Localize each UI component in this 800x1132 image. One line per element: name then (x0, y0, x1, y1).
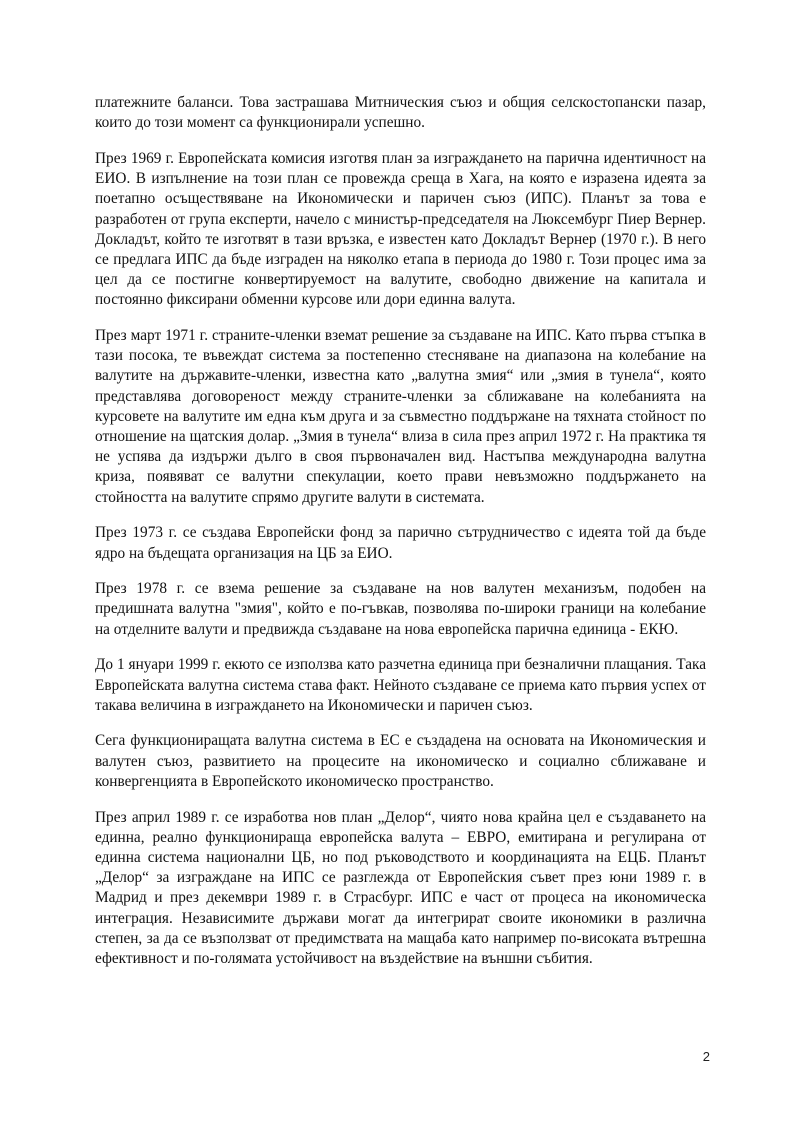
page-number: 2 (702, 1049, 710, 1064)
document-body (95, 93, 706, 985)
paragraph-4: През 1973 г. се създава Европейски фонд за парично сътрудничество с идеята той да бъде ядро на бъдещата организация на ЦБ за ЕИО. (95, 524, 706, 562)
paragraph-1: платежните баланси. Това застрашава Митническия съюз и общия селскостопански пазар, които до този момент са функционирали успешно. (95, 94, 706, 132)
paragraph-6: До 1 януари 1999 г. екюто се използва като разчетна единица при безналични плащания. Така Европейската валутна система става факт. Нейното създаване се приема като първия успех от такава величина в изграждането на Икономически и паричен съюз. (95, 656, 706, 714)
paragraph-7: Сега функциониращата валутна система в ЕС е създадена на основата на Икономическия и валутен съюз, развитието на процесите на икономическо и социално сближаване и конвергенцията в Европейското икономическо пространство. (95, 732, 706, 790)
paragraph-5: През 1978 г. се взема решение за създаване на нов валутен механизъм, подобен на предишната валутна "змия", който е по-гъвкав, позволява по-широки граници на колебание на отделните валути и предвижда създаване на нова европейска парична единица - ЕКЮ. (95, 580, 706, 638)
paragraph-2: През 1969 г. Европейската комисия изготвя план за изграждането на парична идентичност на ЕИО. В изпълнение на този план се провежда среща в Хага, на която е изразена идеята за поетапно осъществяване на Икономически и паричен съюз (ИПС). Планът за това е разработен от група експерти, начело с министър-председателя на Люксембург Пиер Вернер. Докладът, който те изготвят в тази връзка, е известен като Докладът Вернер (1970 г.). В него се предлага ИПС да бъде изграден на няколко етапа в периода до 1980 г. Този процес има за цел да се постигне конвертируемост на валутите, свободно движение на капитала и постоянно фиксирани обменни курсове или дори единна валута. (95, 149, 706, 309)
paragraph-8: През април 1989 г. се изработва нов план „Делор“, чиято нова крайна цел е създаването на единна, реално функционираща европейска валута – ЕВРО, емитирана и регулирана от единна система национални ЦБ, но под ръководството и координацията на ЕЦБ. Планът „Делор“ за изграждане на ИПС се разглежда от Европейския съвет през юни 1989 г. в Мадрид и през декември 1989 г. в Страсбург. ИПС е част от процеса на икономическа интеграция. Независимите държави могат да интегрират своите икономики в различна степен, за да се възползват от предимствата на мащаба като например по-високата вътрешна ефективност и по-голямата устойчивост на въздействие на външни събития. (95, 808, 706, 968)
paragraph-3: През март 1971 г. страните-членки вземат решение за създаване на ИПС. Като първа стъпка в тази посока, те въвеждат система за постепенно стесняване на диапазона на колебание на валутите на държавите-членки, известна като „валутна змия“ или „змия в тунела“, която представлява договореност между страните-членки за сближаване на колебанията на курсовете на валутите им една към друга и за съвместно поддържане на тяхната стойност по отношение на щатския долар. „Змия в тунела“ влиза в сила през април 1972 г. На практика тя не успява да издържи дълго в своя първоначален вид. Настъпва международна валутна криза, появяват се валутни спекулации, което прави невъзможно поддържането на стойността на валутите спрямо другите валути в системата. (95, 327, 706, 506)
